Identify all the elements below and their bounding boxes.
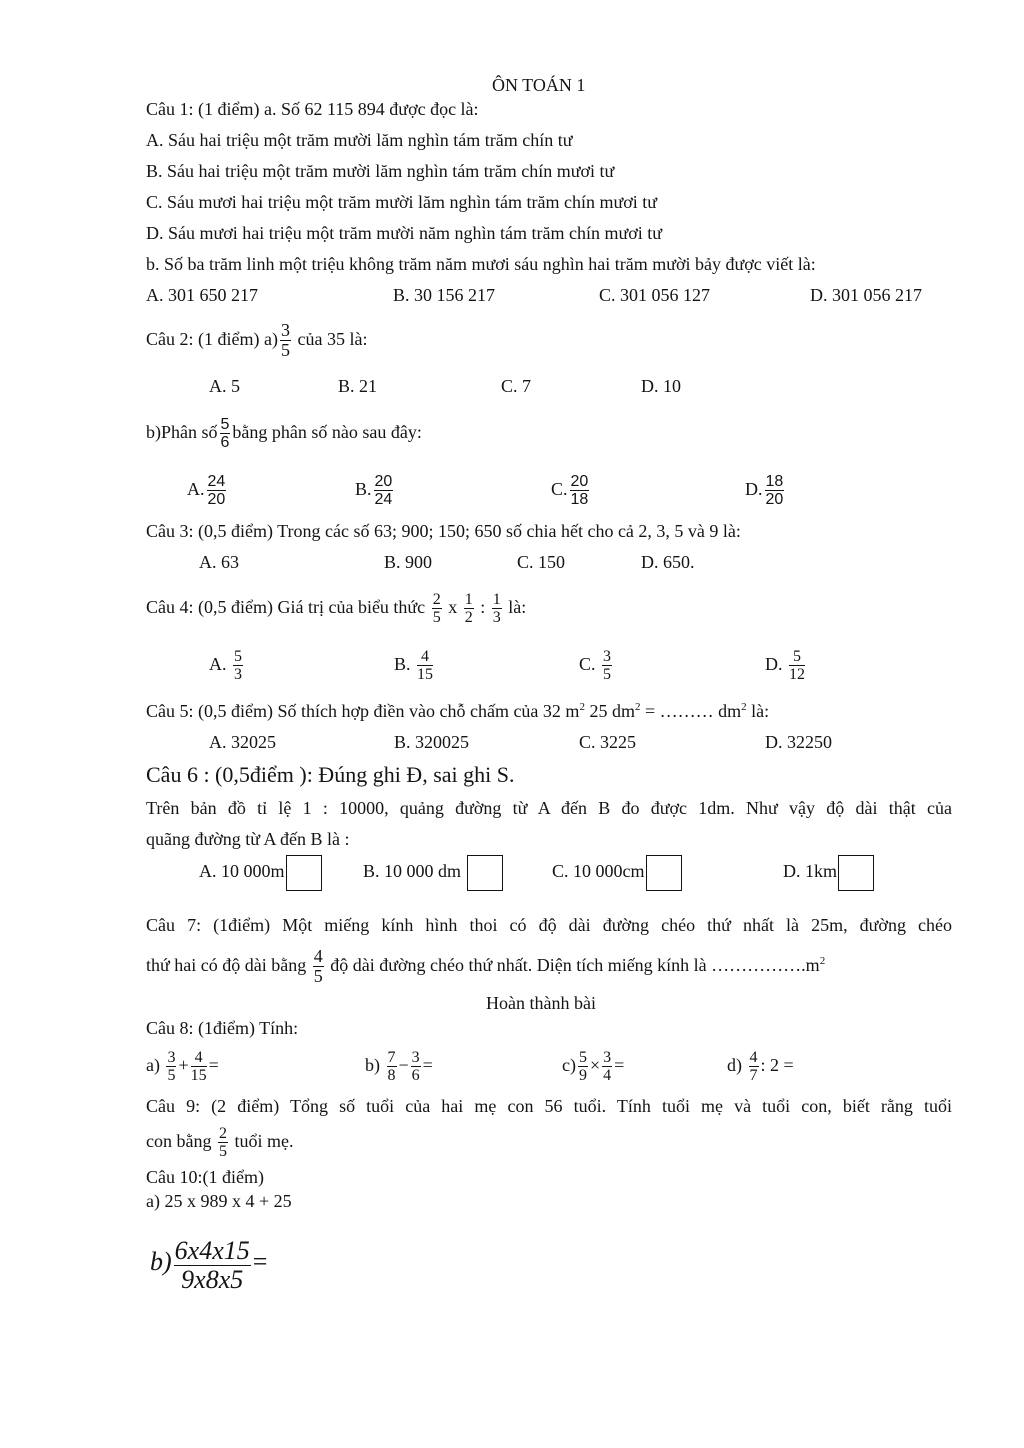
q2-option-d: D. 10 xyxy=(641,376,681,396)
q2-option-b: B. 21 xyxy=(338,376,378,396)
q2-option-c: C. 7 xyxy=(501,376,532,396)
q2b-heading xyxy=(146,407,422,457)
q4-option-a: A. $\frac{5}{3}$ xyxy=(209,648,242,684)
q6-answer-box-d[interactable] xyxy=(838,855,874,891)
q2b-option-a: A. $\frac{24}{20}$ xyxy=(187,473,226,509)
q10-part-b: b) $\frac{6x4x15}{9x8x5}$ = xyxy=(150,1236,268,1295)
q4-option-b: B. $\frac{4}{15}$ xyxy=(394,648,434,684)
section-heading: Hoàn thành bài xyxy=(486,993,596,1013)
q2-heading xyxy=(146,314,367,364)
q2b-head-text: b)Phân số xyxy=(146,422,218,442)
q1b-option-b: B. 30 156 217 xyxy=(393,285,496,305)
q9-line-1: Câu 9: (2 điểm) Tổng số tuổi của hai mẹ con 56 tuổi. Tính tuổi mẹ và tuổi con, biết rằng tuổi xyxy=(146,1096,952,1116)
q3-option-a: A. 63 xyxy=(199,552,239,572)
q6-answer-box-b[interactable] xyxy=(467,855,503,891)
q2-head-text: Câu 2: (1 điểm) a) xyxy=(146,329,278,349)
q4-heading: Câu 4: (0,5 điểm) Giá trị của biểu thức $\frac{2}{5}$ x $\frac{1}{2}$ : $\frac{1}{3}$ là: xyxy=(146,591,527,627)
q1b-heading: b. Số ba trăm linh một triệu không trăm năm mươi sáu nghìn hai trăm mười bảy được viết là: xyxy=(146,254,816,274)
q2b-fraction: $\frac{5}{6}$ xyxy=(220,416,230,452)
q3-option-d: D. 650. xyxy=(641,552,695,572)
q8-part-d: d) $\frac{4}{7}$ : 2 = xyxy=(727,1049,794,1085)
q1-option-b: B. Sáu hai triệu một trăm mười lăm nghìn tám trăm chín mươi tư xyxy=(146,161,615,181)
q6-option-b: B. 10 000 dm xyxy=(363,852,503,891)
q10-heading: Câu 10:(1 điểm) xyxy=(146,1167,264,1187)
q1-option-a: A. Sáu hai triệu một trăm mười lăm nghìn tám trăm chín tư xyxy=(146,130,573,150)
q2b-tail: bằng phân số nào sau đây: xyxy=(232,422,422,442)
q2b-option-b: B. $\frac{20}{24}$ xyxy=(355,473,393,509)
q8-part-c: c) $\frac{5}{9}$ × $\frac{3}{4}$ = xyxy=(562,1049,625,1085)
q7-fraction: $\frac{4}{5}$ xyxy=(313,945,323,987)
page-title: ÔN TOÁN 1 xyxy=(492,75,586,95)
q9-line-2: con bằng $\frac{2}{5}$ tuổi mẹ. xyxy=(146,1125,294,1161)
q6-option-c: C. 10 000cm xyxy=(552,852,682,891)
q8-heading: Câu 8: (1điểm) Tính: xyxy=(146,1018,299,1038)
q7-line-2: thứ hai có độ dài bằng $\frac{4}{5}$ độ dài đường chéo thứ nhất. Diện tích miếng kính là $\dots\dots\dots\dots\dots.m^2$ xyxy=(146,945,826,987)
q2-tail: của 35 là: xyxy=(297,329,368,349)
q5-option-c: C. 3225 xyxy=(579,732,637,752)
q6-answer-box-c[interactable] xyxy=(646,855,682,891)
q7-line-1: Câu 7: (1điểm) Một miếng kính hình thoi có độ dài đường chéo thứ nhất là 25m, đường chéo xyxy=(146,915,952,935)
q3-heading: Câu 3: (0,5 điểm) Trong các số 63; 900; 150; 650 số chia hết cho cả 2, 3, 5 và 9 là: xyxy=(146,521,741,541)
q5-heading: Câu 5: (0,5 điểm) Số thích hợp điền vào chỗ chấm của 32 $m^2$ 25 $dm^2$ = ……… $dm^2$ là: xyxy=(146,701,770,721)
q1-option-c: C. Sáu mươi hai triệu một trăm mười lăm nghìn tám trăm chín mươi tư xyxy=(146,192,658,212)
q6-line-2: quãng đường từ A đến B là : xyxy=(146,829,350,849)
q4-fraction-1: $\frac{2}{5}$ xyxy=(432,591,441,627)
q5-option-b: B. 320025 xyxy=(394,732,470,752)
q3-option-c: C. 150 xyxy=(517,552,566,572)
q4-option-c: C. $\frac{3}{5}$ xyxy=(579,648,612,684)
q1-option-d: D. Sáu mươi hai triệu một trăm mười năm nghìn tám trăm chín mươi tư xyxy=(146,223,663,243)
q6-answer-box-a[interactable] xyxy=(286,855,322,891)
q6-option-a: A. 10 000m xyxy=(199,852,322,891)
q10-part-a: a) 25 x 989 x 4 + 25 xyxy=(146,1191,292,1211)
q4-option-d: D. $\frac{5}{12}$ xyxy=(765,648,805,684)
q6-option-d: D. 1km xyxy=(783,852,874,891)
q5-option-a: A. 32025 xyxy=(209,732,276,752)
q1b-option-d: D. 301 056 217 xyxy=(810,285,922,305)
q2b-option-d: D. $\frac{18}{20}$ xyxy=(745,473,784,509)
q1-heading: Câu 1: (1 điểm) a. Số 62 115 894 được đọc là: xyxy=(146,99,479,119)
q5-option-d: D. 32250 xyxy=(765,732,832,752)
q1b-option-a: A. 301 650 217 xyxy=(146,285,258,305)
q1b-option-c: C. 301 056 127 xyxy=(599,285,711,305)
q3-option-b: B. 900 xyxy=(384,552,433,572)
q9-fraction: $\frac{2}{5}$ xyxy=(218,1125,227,1161)
q6-line-1: Trên bản đồ tỉ lệ 1 : 10000, quảng đường từ A đến B đo được 1dm. Như vậy độ dài thật của xyxy=(146,798,952,818)
q4-fraction-2: $\frac{1}{2}$ xyxy=(464,591,473,627)
q2-fraction: $\frac{3}{5}$ xyxy=(280,319,290,361)
q4-fraction-3: $\frac{1}{3}$ xyxy=(492,591,501,627)
q2-option-a: A. 5 xyxy=(209,376,240,396)
q2b-option-c: C. $\frac{20}{18}$ xyxy=(551,473,589,509)
q8-part-a: a) $\frac{3}{5}$ + $\frac{4}{15}$ = xyxy=(146,1049,219,1085)
q8-part-b: b) $\frac{7}{8}$ − $\frac{3}{6}$ = xyxy=(365,1049,433,1085)
q6-heading: Câu 6 : (0,5điểm ): Đúng ghi Đ, sai ghi S. xyxy=(146,762,515,787)
q10-fraction: $\frac{6x4x15}{9x8x5}$ xyxy=(174,1236,250,1295)
